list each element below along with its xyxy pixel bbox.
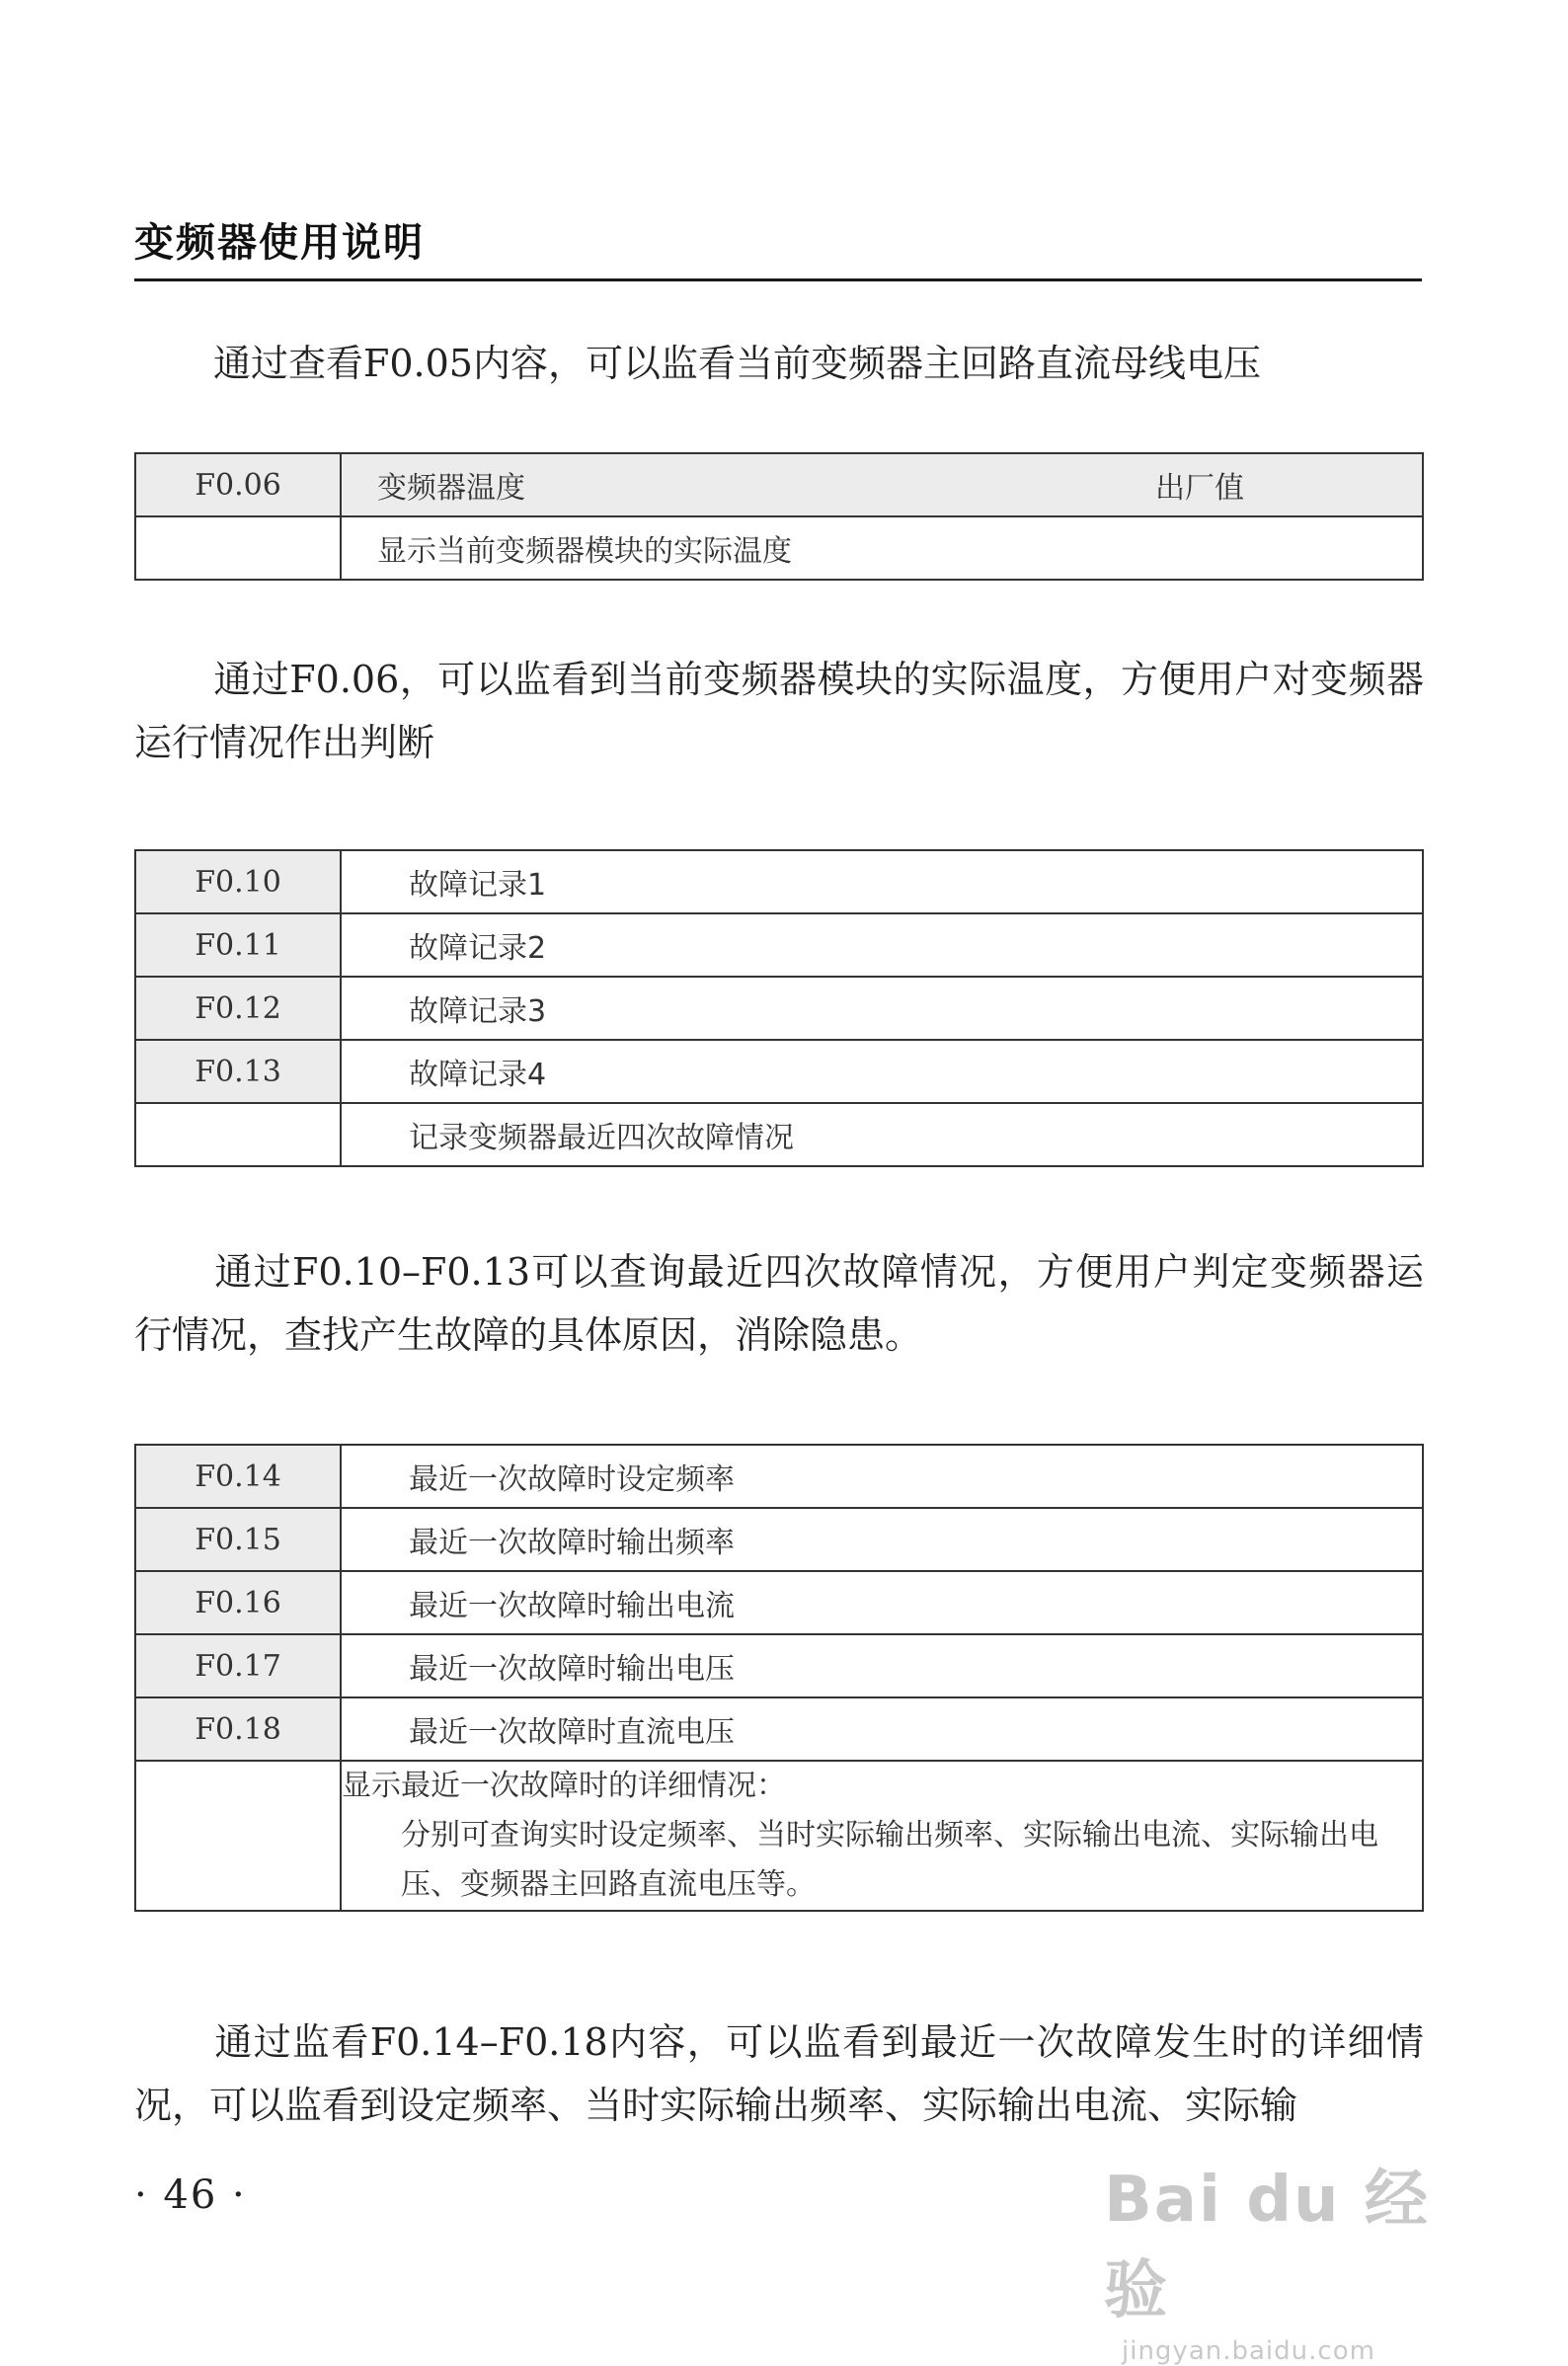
param-code: F0.14	[135, 1445, 341, 1508]
table-row	[135, 1103, 1423, 1166]
param-table-f006	[134, 452, 1424, 581]
param-description: 显示当前变频器模块的实际温度	[341, 516, 1423, 580]
param-name: 最近一次故障时输出频率	[341, 1508, 1423, 1571]
empty-cell	[135, 1103, 341, 1166]
param-code: F0.17	[135, 1634, 341, 1697]
table-row	[135, 977, 1423, 1040]
param-name: 最近一次故障时设定频率	[341, 1445, 1423, 1508]
param-name: 最近一次故障时直流电压	[341, 1697, 1423, 1761]
paragraph-2	[134, 648, 1424, 774]
param-code: F0.18	[135, 1697, 341, 1761]
empty-cell	[135, 1761, 341, 1911]
table-row	[135, 1761, 1423, 1911]
param-name: 最近一次故障时输出电压	[341, 1634, 1423, 1697]
param-code: F0.15	[135, 1508, 341, 1571]
paragraph-1-text: 通过查看F0.05内容，可以监看当前变频器主回路直流母线电压	[213, 342, 1261, 385]
paragraph-3-text: 通过F0.10–F0.13可以查询最近四次故障情况，方便用户判定变频器运行情况，查找产生故障的具体原因，消除隐患。	[134, 1250, 1424, 1357]
table-row	[135, 1571, 1423, 1634]
param-code: F0.06	[135, 453, 341, 516]
param-name: 故障记录3	[341, 977, 1423, 1040]
table-row	[135, 850, 1423, 913]
param-code: F0.12	[135, 977, 341, 1040]
watermark-logo: Bai du 经验	[1104, 2164, 1430, 2327]
param-description: 记录变频器最近四次故障情况	[341, 1103, 1423, 1166]
watermark-url: jingyan.baidu.com	[1122, 2336, 1375, 2366]
baidu-jingyan-watermark	[1104, 2149, 1479, 2366]
param-name: 故障记录4	[341, 1040, 1423, 1103]
param-description-cell	[341, 1761, 1423, 1911]
empty-cell	[135, 516, 341, 580]
param-name: 变频器温度	[377, 471, 525, 506]
table-row	[135, 516, 1423, 580]
paragraph-1	[134, 332, 1424, 395]
param-code: F0.13	[135, 1040, 341, 1103]
table-row	[135, 1040, 1423, 1103]
table-row	[135, 1508, 1423, 1571]
page-header-title: 变频器使用说明	[134, 220, 425, 266]
table-row	[135, 1697, 1423, 1761]
param-table-fault-records	[134, 849, 1424, 1167]
param-code: F0.16	[135, 1571, 341, 1634]
table-row	[135, 453, 1423, 516]
param-name-cell	[341, 453, 1423, 516]
table-row	[135, 913, 1423, 977]
param-description-line1: 显示最近一次故障时的详细情况：	[342, 1769, 786, 1803]
table-row	[135, 1634, 1423, 1697]
page-number: · 46 ·	[134, 2172, 247, 2218]
param-code: F0.10	[135, 850, 341, 913]
param-table-last-fault	[134, 1444, 1424, 1912]
table-row	[135, 1445, 1423, 1508]
paragraph-2-text: 通过F0.06，可以监看到当前变频器模块的实际温度，方便用户对变频器运行情况作出判断	[134, 658, 1424, 764]
param-name: 故障记录2	[341, 913, 1423, 977]
paragraph-4-text: 通过监看F0.14–F0.18内容，可以监看到最近一次故障发生时的详细情况，可以监看到设定频率、当时实际输出频率、实际输出电流、实际输	[134, 2020, 1424, 2127]
param-description-line2: 分别可查询实时设定频率、当时实际输出频率、实际输出电流、实际输出电压、变频器主回路直流电压等。	[401, 1818, 1378, 1902]
paragraph-4	[134, 2011, 1424, 2137]
factory-default-label: 出厂值	[1155, 471, 1244, 506]
paragraph-3	[134, 1240, 1424, 1367]
header-rule	[134, 278, 1422, 281]
param-name: 故障记录1	[341, 850, 1423, 913]
param-name: 最近一次故障时输出电流	[341, 1571, 1423, 1634]
param-code: F0.11	[135, 913, 341, 977]
